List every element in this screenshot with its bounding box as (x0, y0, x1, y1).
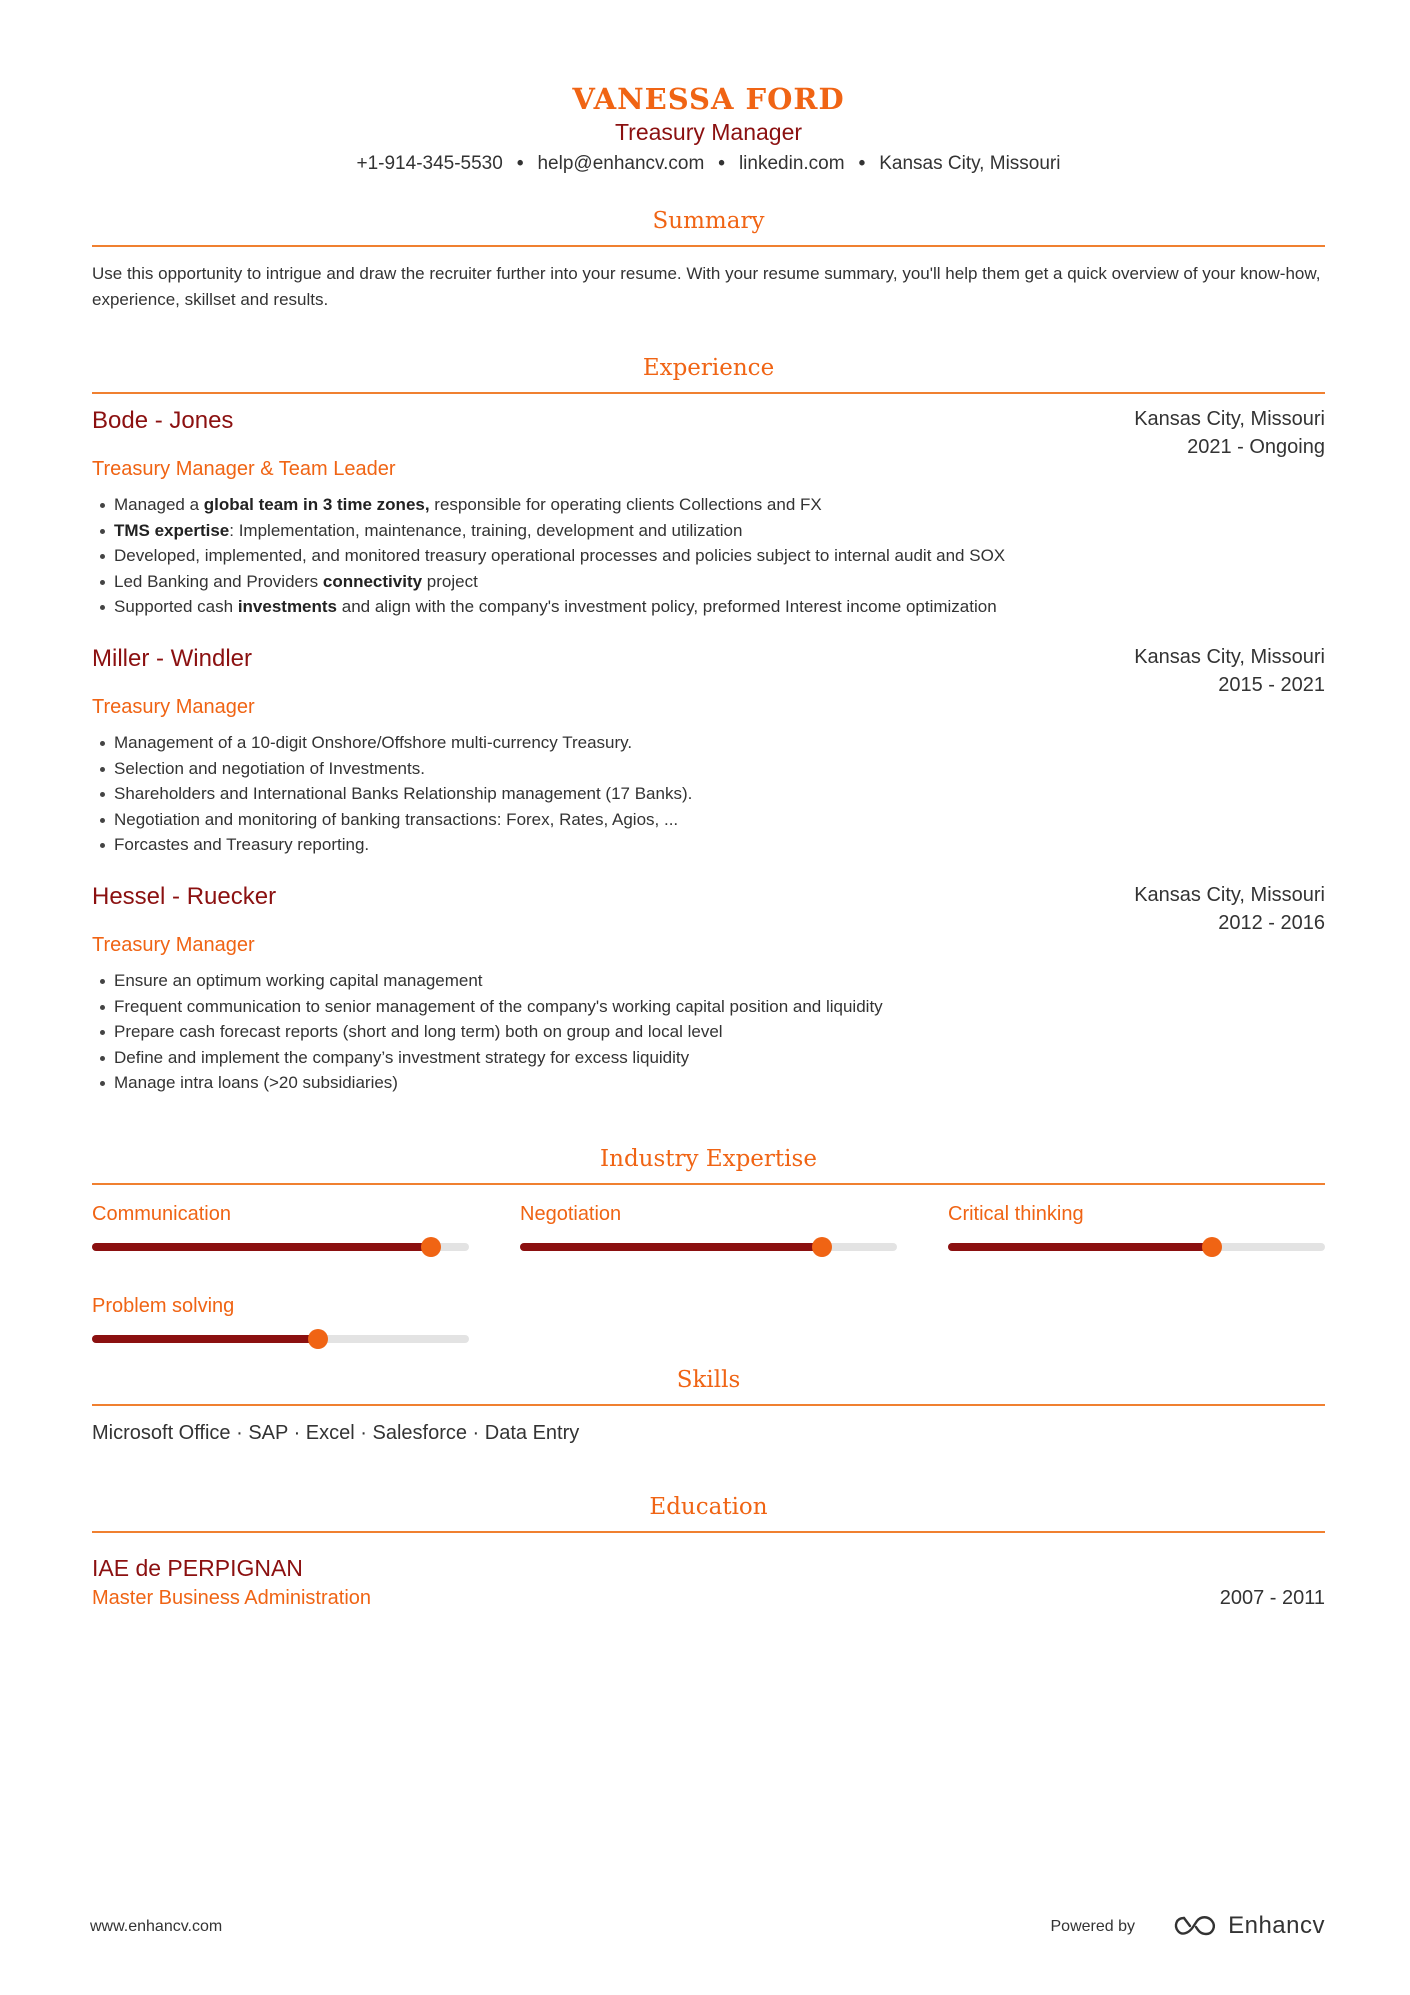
bullet-text: and align with the company's investment policy, preformed Interest income optimization (337, 597, 997, 617)
bullet-text: Managed a (114, 495, 204, 514)
bullet-item (100, 832, 1325, 858)
degree: Master Business Administration (92, 1586, 372, 1609)
job-location: Kansas City, Missouri (1134, 883, 1325, 906)
bullet-item (100, 968, 1325, 994)
expertise-bar-fill (520, 1243, 822, 1251)
footer (90, 1912, 1325, 1944)
job-role: Treasury Manager (92, 695, 255, 718)
expertise-bar-fill (948, 1243, 1212, 1251)
job-bullets (100, 968, 1325, 1096)
bullet-item (100, 756, 1325, 782)
education-heading: Education (92, 1492, 1325, 1533)
expertise-knob (812, 1237, 832, 1257)
school-name: IAE de PERPIGNAN (92, 1554, 303, 1581)
bullet-item (100, 518, 1325, 544)
enhancv-logo[interactable] (1172, 1912, 1325, 1940)
contact-line (92, 152, 1325, 176)
bullet-item (100, 781, 1325, 807)
job-dates: 2021 - Ongoing (1187, 436, 1325, 458)
expertise-knob (421, 1237, 441, 1257)
skill-separator: · (288, 1421, 306, 1444)
bullet-item (100, 594, 1325, 620)
bullet-item (100, 543, 1325, 569)
location: Kansas City, Missouri (879, 153, 1061, 174)
bullet-text: Frequent communication to senior management of the company's working capital position and liquidity (114, 996, 883, 1016)
skill-item: Microsoft Office (92, 1421, 231, 1444)
bullet-text: Prepare cash forecast reports (short and long term) both on group and local level (114, 1022, 723, 1042)
bullet-text: Ensure an optimum working capital management (114, 970, 483, 990)
skill-item: Salesforce (372, 1421, 467, 1444)
education-section (92, 1492, 1325, 1611)
summary-section (92, 206, 1325, 313)
candidate-name: VANESSA FORD (572, 82, 845, 116)
expertise-bar (520, 1243, 897, 1251)
bullet-item (100, 569, 1325, 595)
brand-name: Enhancv (1228, 1912, 1325, 1939)
job-list (92, 406, 1325, 1096)
summary-heading: Summary (92, 206, 1325, 247)
footer-url-link[interactable]: www.enhancv.com (90, 1918, 223, 1935)
job-company: Bode - Jones (92, 407, 234, 434)
bullet-item (100, 730, 1325, 756)
skill-item: Excel (305, 1421, 355, 1444)
bullet-item (100, 807, 1325, 833)
bullet-text: Negotiation and monitoring of banking transactions: Forex, Rates, Agios, ... (114, 809, 679, 829)
infinity-logo-icon (1172, 1913, 1218, 1939)
expertise-label: Negotiation (520, 1202, 622, 1225)
summary-text: Use this opportunity to intrigue and draw the recruiter further into your resume. With your resume summary, you'll help them get a quick overview of your know-how, experience, skillset and results. (92, 264, 1321, 309)
skills-section (92, 1365, 1325, 1446)
job-role: Treasury Manager & Team Leader (92, 458, 396, 480)
bullet-text: responsible for operating clients Collections and FX (429, 495, 822, 514)
job-meta (1125, 882, 1325, 936)
bullet-text: Selection and negotiation of Investments. (114, 758, 425, 778)
bullet-item (100, 1019, 1325, 1045)
bullet-separator: • (516, 153, 524, 174)
expertise-item (948, 1201, 1325, 1251)
bullet-item (100, 1045, 1325, 1071)
expertise-section (92, 1144, 1325, 1355)
skill-separator: · (230, 1421, 249, 1444)
expertise-item (92, 1293, 469, 1343)
job-entry (92, 406, 1325, 620)
phone: +1-914-345-5530 (356, 153, 503, 174)
job-dates: 2015 - 2021 (1218, 673, 1325, 696)
expertise-label: Communication (92, 1202, 231, 1225)
expertise-label: Critical thinking (948, 1202, 1084, 1225)
job-entry (92, 644, 1325, 858)
bullet-item (100, 994, 1325, 1020)
bullet-text: project (422, 571, 478, 591)
bullet-text: Manage intra loans (>20 subsidiaries) (114, 1073, 398, 1093)
expertise-grid (92, 1185, 1325, 1355)
job-bullets (100, 492, 1325, 620)
job-meta (1125, 644, 1325, 698)
expertise-knob (308, 1329, 328, 1349)
linkedin-link[interactable]: linkedin.com (738, 153, 845, 174)
job-company: Hessel - Ruecker (92, 882, 277, 910)
bullet-emphasis: TMS expertise (114, 520, 230, 540)
skill-item: SAP (248, 1421, 289, 1444)
bullet-item (100, 1070, 1325, 1096)
job-company: Miller - Windler (92, 644, 253, 672)
email-link[interactable]: help@enhancv.com (537, 153, 705, 174)
experience-section (92, 353, 1325, 1096)
bullet-separator: • (858, 153, 866, 174)
bullet-text: Shareholders and International Banks Relationship management (17 Banks). (114, 784, 693, 804)
powered-by-label: Powered by (1050, 1918, 1135, 1935)
job-dates: 2012 - 2016 (1218, 911, 1325, 934)
bullet-text: Define and implement the company’s investment strategy for excess liquidity (114, 1047, 690, 1067)
job-location: Kansas City, Missouri (1134, 408, 1325, 430)
expertise-bar (948, 1243, 1325, 1251)
bullet-text: Management of a 10-digit Onshore/Offshore multi-currency Treasury. (114, 732, 633, 752)
job-role: Treasury Manager (92, 933, 255, 956)
bullet-emphasis: investments (237, 597, 338, 617)
resume-header (92, 0, 1325, 176)
bullet-text: Developed, implemented, and monitored treasury operational processes and policies subject to internal audit and SOX (114, 546, 1006, 566)
job-entry (92, 882, 1325, 1096)
bullet-item (100, 492, 1325, 518)
candidate-title: Treasury Manager (614, 119, 803, 145)
education-entry (92, 1553, 1325, 1611)
bullet-emphasis: connectivity (322, 571, 423, 591)
expertise-bar-fill (92, 1335, 318, 1343)
bullet-text: : Implementation, maintenance, training, development and utilization (229, 520, 743, 540)
expertise-label: Problem solving (92, 1294, 235, 1317)
education-dates: 2007 - 2011 (1219, 1586, 1325, 1609)
expertise-heading: Industry Expertise (92, 1144, 1325, 1185)
job-location: Kansas City, Missouri (1134, 645, 1325, 668)
expertise-bar (92, 1243, 469, 1251)
job-meta (1125, 406, 1325, 460)
skills-heading: Skills (92, 1365, 1325, 1406)
bullet-emphasis: global team in 3 time zones, (203, 495, 430, 514)
expertise-item (92, 1201, 469, 1251)
bullet-text: Forcastes and Treasury reporting. (114, 835, 370, 855)
skill-separator: · (354, 1421, 373, 1444)
bullet-text: Supported cash (114, 597, 238, 617)
expertise-knob (1202, 1237, 1222, 1257)
expertise-bar-fill (92, 1243, 431, 1251)
job-bullets (100, 730, 1325, 858)
expertise-bar (92, 1335, 469, 1343)
experience-heading: Experience (92, 353, 1325, 394)
skills-list (92, 1420, 1325, 1446)
bullet-separator: • (718, 153, 725, 174)
bullet-text: Led Banking and Providers (114, 571, 323, 591)
skill-item: Data Entry (484, 1421, 580, 1444)
skill-separator: · (466, 1421, 485, 1444)
expertise-item (520, 1201, 897, 1251)
resume-page (92, 0, 1325, 1611)
